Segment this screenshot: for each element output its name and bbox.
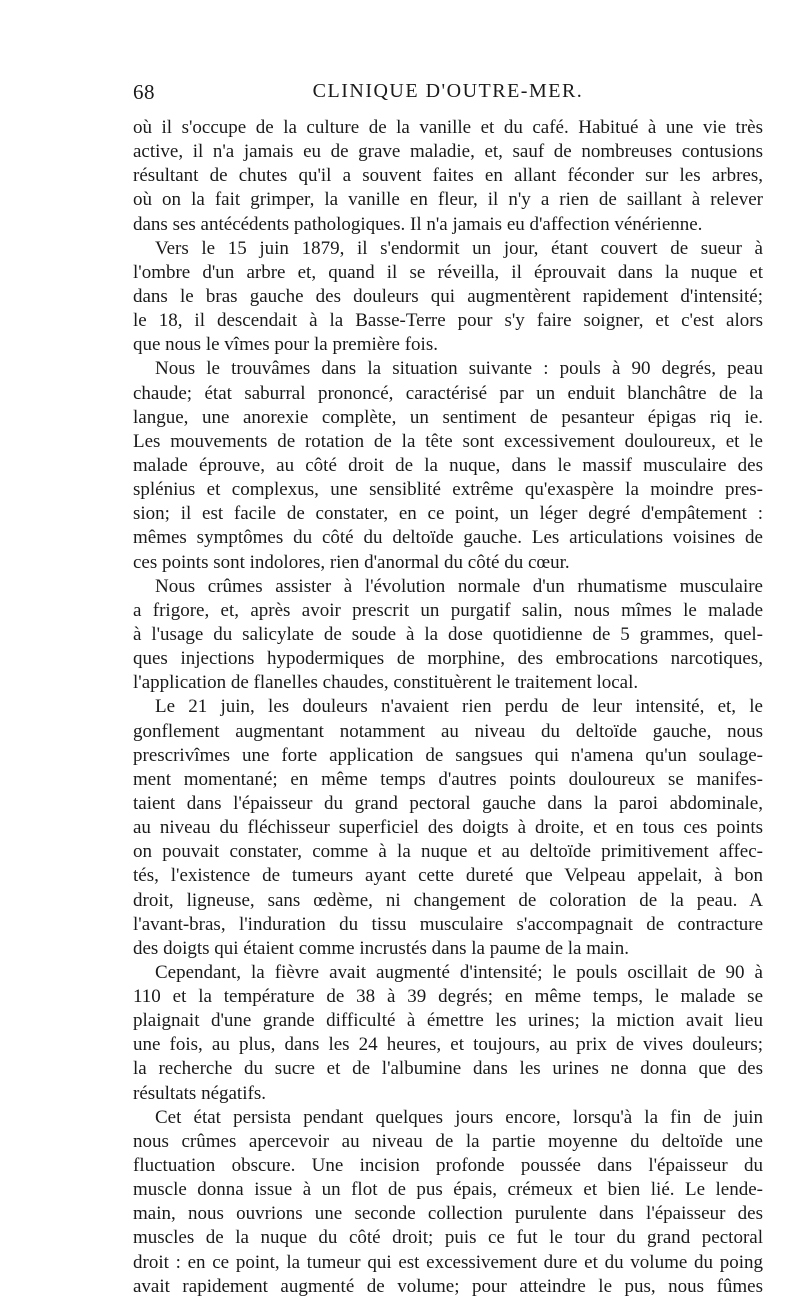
text-line: ques injections hypodermiques de morphine, des embrocations narcotiques, bbox=[133, 648, 763, 670]
text-line: une fois, au plus, dans les 24 heures, et toujours, au prix de vives douleurs; bbox=[133, 1034, 763, 1056]
text-line: Nous le trouvâmes dans la situation suivante : pouls à 90 degrés, peau bbox=[155, 358, 763, 380]
text-line: des doigts qui étaient comme incrustés dans la paume de la main. bbox=[133, 937, 629, 959]
text-line: prescrivîmes une forte application de sangsues qui n'amena qu'un soulage- bbox=[133, 744, 763, 766]
text-line: Le 21 juin, les douleurs n'avaient rien perdu de leur intensité, et, le bbox=[155, 696, 763, 718]
text-line: plaignait d'une grande difficulté à émettre les urines; la miction avait lieu bbox=[133, 1010, 763, 1032]
text-line: 110 et la température de 38 à 39 degrés; en même temps, le malade se bbox=[133, 986, 763, 1008]
text-line: à l'usage du salicylate de soude à la dose quotidienne de 5 grammes, quel- bbox=[133, 623, 763, 645]
text-line: droit, ligneuse, sans œdème, ni changement de coloration de la peau. A bbox=[133, 889, 763, 911]
text-line: chaude; état saburral prononcé, caractérisé par un enduit blanchâtre de la bbox=[133, 382, 763, 404]
text-line: la recherche du sucre et de l'albumine dans les urines ne donna que des bbox=[133, 1058, 763, 1080]
text-line: main, nous ouvrions une seconde collection purulente dans l'épaisseur des bbox=[133, 1203, 763, 1225]
text-line: résultant de chutes qu'il a souvent faites en allant féconder sur les arbres, bbox=[133, 165, 763, 187]
text-line: avait rapidement augmenté de volume; pour atteindre le pus, nous fûmes bbox=[133, 1275, 763, 1297]
text-line: malade éprouve, au côté droit de la nuque, dans le massif musculaire des bbox=[133, 454, 763, 476]
text-line: muscles de la nuque du côté droit; puis ce fut le tour du grand pectoral bbox=[133, 1227, 763, 1249]
text-line: nous crûmes apercevoir au niveau de la partie moyenne du deltoïde une bbox=[133, 1130, 763, 1152]
text-line: résultats négatifs. bbox=[133, 1082, 266, 1104]
page-header bbox=[133, 80, 763, 110]
text-line: Les mouvements de rotation de la tête sont excessivement douloureux, et le bbox=[133, 430, 763, 452]
text-line: ment momentané; en même temps d'autres points douloureux se manifes- bbox=[133, 768, 763, 790]
text-line: splénius et complexus, une sensiblité extrême qu'exaspère la moindre pres- bbox=[133, 479, 763, 501]
text-line: on pouvait constater, comme à la nuque et au deltoïde primitivement affec- bbox=[133, 841, 763, 863]
text-line: droit : en ce point, la tumeur qui est excessivement dure et du volume du poing bbox=[133, 1251, 763, 1273]
text-line: dans le bras gauche des douleurs qui augmentèrent rapidement d'intensité; bbox=[133, 285, 763, 307]
text-line: langue, une anorexie complète, un sentiment de pesanteur épigas riq ie. bbox=[133, 406, 763, 428]
text-line: Cependant, la fièvre avait augmenté d'intensité; le pouls oscillait de 90 à bbox=[155, 961, 763, 983]
text-line: Cet état persista pendant quelques jours encore, lorsqu'à la fin de juin bbox=[155, 1106, 763, 1128]
text-line: le 18, il descendait à la Basse-Terre pour s'y faire soigner, et c'est alors bbox=[133, 310, 763, 332]
text-line: dans ses antécédents pathologiques. Il n'a jamais eu d'affection vénérienne. bbox=[133, 213, 703, 235]
text-line: sion; il est facile de constater, en ce point, un léger degré d'empâtement : bbox=[133, 503, 763, 525]
text-line: l'application de flanelles chaudes, constituèrent le traitement local. bbox=[133, 672, 639, 694]
text-line: au niveau du fléchisseur superficiel des doigts à droite, et en tous ces points bbox=[133, 817, 763, 839]
body-text bbox=[133, 116, 763, 1299]
text-line: tés, l'existence de tumeurs ayant cette dureté que Velpeau appelait, à bon bbox=[133, 865, 763, 887]
text-line: où il s'occupe de la culture de la vanille et du café. Habitué à une vie très bbox=[133, 117, 763, 138]
page-number: 68 bbox=[133, 80, 155, 104]
running-head: CLINIQUE D'OUTRE-MER. bbox=[312, 80, 584, 102]
text-line: active, il n'a jamais eu de grave maladie, et, sauf de nombreuses contusions bbox=[133, 141, 763, 163]
text-line: l'ombre d'un arbre et, quand il se réveilla, il éprouvait dans la nuque et bbox=[133, 261, 763, 283]
text-line: muscle donna issue à un flot de pus épais, crémeux et bien lié. Le lende- bbox=[133, 1179, 763, 1201]
text-line: Nous crûmes assister à l'évolution normale d'un rhumatisme musculaire bbox=[155, 575, 763, 597]
text-line: Vers le 15 juin 1879, il s'endormit un jour, étant couvert de sueur à bbox=[155, 237, 763, 259]
text-line: ces points sont indolores, rien d'anormal du côté du cœur. bbox=[133, 551, 570, 573]
text-line: l'avant-bras, l'induration du tissu musculaire s'accompagnait de contracture bbox=[133, 913, 763, 935]
text-line: où on la fait grimper, la vanille en fleur, il n'y a rien de saillant à relever bbox=[133, 189, 763, 211]
text-line: gonflement augmentant notamment au niveau du deltoïde gauche, nous bbox=[133, 720, 763, 742]
text-line: mêmes symptômes du côté du deltoïde gauche. Les articulations voisines de bbox=[133, 527, 763, 549]
text-line: que nous le vîmes pour la première fois. bbox=[133, 334, 438, 356]
text-line: a frigore, et, après avoir prescrit un purgatif salin, nous mîmes le malade bbox=[133, 599, 763, 621]
text-line: fluctuation obscure. Une incision profonde poussée dans l'épaisseur du bbox=[133, 1155, 763, 1177]
text-line: taient dans l'épaisseur du grand pectoral gauche dans la paroi abdominale, bbox=[133, 792, 763, 814]
